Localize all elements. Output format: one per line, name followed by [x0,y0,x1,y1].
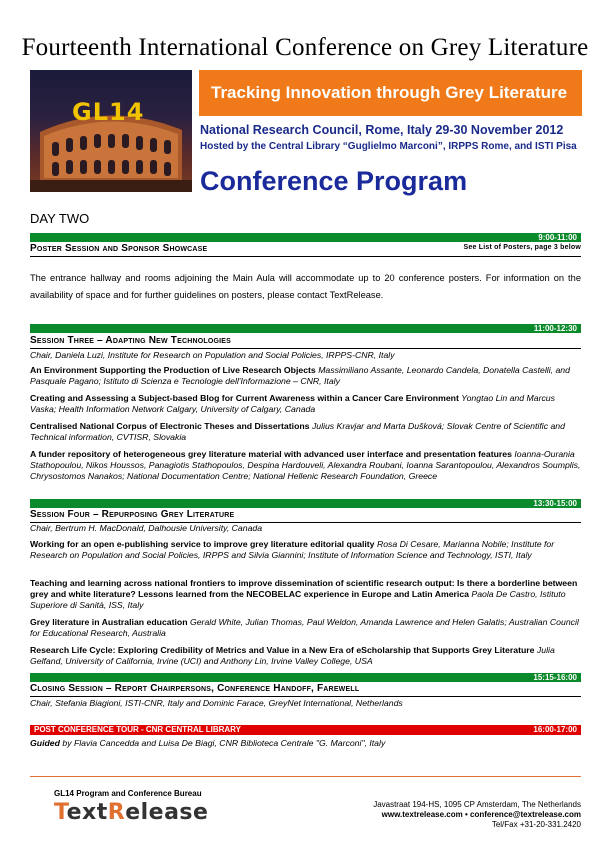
tour-title: POST CONFERENCE TOUR - CNR CENTRAL LIBRARY [34,725,241,734]
session4-chair: Chair, Bertrum H. MacDonald, Dalhousie University, Canada [30,523,263,533]
divider [30,348,581,349]
footer-contact [333,810,581,819]
session3-chair: Chair, Daniela Luzi, Institute for Research on Population and Social Policies, IRPPS-CNR, Italy [30,350,395,360]
divider [30,256,581,257]
footer-bureau: GL14 Program and Conference Bureau [54,789,202,798]
closing-title: Closing Session – Report Chairpersons, Conference Handoff, Farewell [30,683,360,694]
poster-session-heading [30,243,581,254]
theme-banner: Tracking Innovation through Grey Literature [199,70,582,116]
list-item: Research Life Cycle: Exploring Credibility of Metrics and Value in a New Era of eScholarship that Supports Grey Literature Julia Gelfand, University of California, Irvine (UCI) and Anthony Lin, Irvine Valley College, USA [30,645,555,666]
list-item: Creating and Assessing a Subject-based Blog for Current Awareness within a Cancer Care Environment Yongtao Lin and Marcus Vaska; Health Information Network Calgary, University of Calgary, Canada [30,393,555,414]
poster-description: The entrance hallway and rooms adjoining the Main Aula will accommodate up to 20 conference posters. For information on the availability of space and for further guidelines on posters, please contact TextRelease. [30,273,581,300]
textrelease-logo: TextRelease [54,800,209,825]
poster-note: See List of Posters, page 3 below [463,244,581,251]
colosseum-image [30,70,192,192]
list-item: Working for an open e-publishing service to improve grey literature editorial quality Rosa Di Cesare, Marianna Nobile; Institute for Research on Population and Social Policies, IRPPS and Silvia Giannini; Institute of Information Science and Technology, ISTI, Italy [30,539,555,560]
footer-bullet: • [464,810,468,819]
session3-time-bar: 11:00-12:30 [30,324,581,333]
logo-text: GL14 [72,98,145,126]
venue-line: National Research Council, Rome, Italy 29-30 November 2012 [200,123,564,137]
list-item: Grey literature in Australian education Gerald White, Julian Thomas, Paul Weldon, Amanda Lawrence and Helen Galatis; Australian Council for Educational Research, Australia [30,617,579,638]
poster-session-title: Poster Session and Sponsor Showcase [30,243,208,254]
session4-time-bar: 13:30-15:00 [30,499,581,508]
footer-address: Javastraat 194-HS, 1095 CP Amsterdam, The Netherlands [373,800,581,809]
list-item: A funder repository of heterogeneous grey literature material with advanced user interface and presentation features Ioanna-Ourania Stathopoulou, Nikos Houssos, Panagiotis Stathopoulos, Despina Hardouveli, Alexandra Roubani, Ioanna Sarantopoulou, Alexandros Soumplis, Chrysostomos Nanakos; National Documentation Centre; National Hellenic Research Foundation, Greece [30,449,581,481]
conference-title: Fourteenth International Conference on Grey Literature [21,34,589,61]
divider [30,696,581,697]
closing-time-bar: 15:15-16:00 [30,673,581,682]
hosted-line: Hosted by the Central Library “Guglielmo Marconi”, IRPPS Rome, and ISTI Pisa [200,141,577,152]
list-item: An Environment Supporting the Production of Live Research Objects Massimiliano Assante, Leonardo Candela, Donatella Castelli, and Pasquale Pagano; Istituto di Scienza e Tecnologie dell'Informazione – CNR, Italy [30,365,570,386]
footer-phone: Tel/Fax +31-20-331.2420 [491,820,581,829]
list-item: Centralised National Corpus of Electronic Theses and Dissertations Julius Kravjar and Marta Dušková; Slovak Centre of Scientific and Technical information, CVTISR, Slovakia [30,421,565,442]
gl14-logo [30,70,192,192]
tour-guide: Guided by Flavia Cancedda and Luisa De Biagi, CNR Biblioteca Centrale "G. Marconi", Italy [30,738,386,748]
session3-title: Session Three – Adapting New Technologies [30,335,232,346]
closing-chair: Chair, Stefania Biagioni, ISTI-CNR, Italy and Dominic Farace, GreyNet International, Netherlands [30,698,403,708]
footer-email-link[interactable]: conference@textrelease.com [470,810,581,819]
list-item: Teaching and learning across national frontiers to improve dissemination of scientific research output: Is there a borderline between grey and white literature? Lessons learned from the NECOBELAC experience in Europe and Latin America Paola De Castro, Istituto Superiore di Sanità, ISS, Italy [30,578,578,610]
footer-divider [30,776,581,777]
day-label: DAY TWO [30,211,90,226]
footer-web-link[interactable]: www.textrelease.com [381,810,463,819]
session4-title: Session Four – Repurposing Grey Literature [30,509,235,520]
program-title: Conference Program [200,166,468,196]
poster-time-bar: 9:00-11:00 [30,233,581,242]
tour-time: 16:00-17:00 [533,725,577,734]
tour-bar [30,725,581,735]
